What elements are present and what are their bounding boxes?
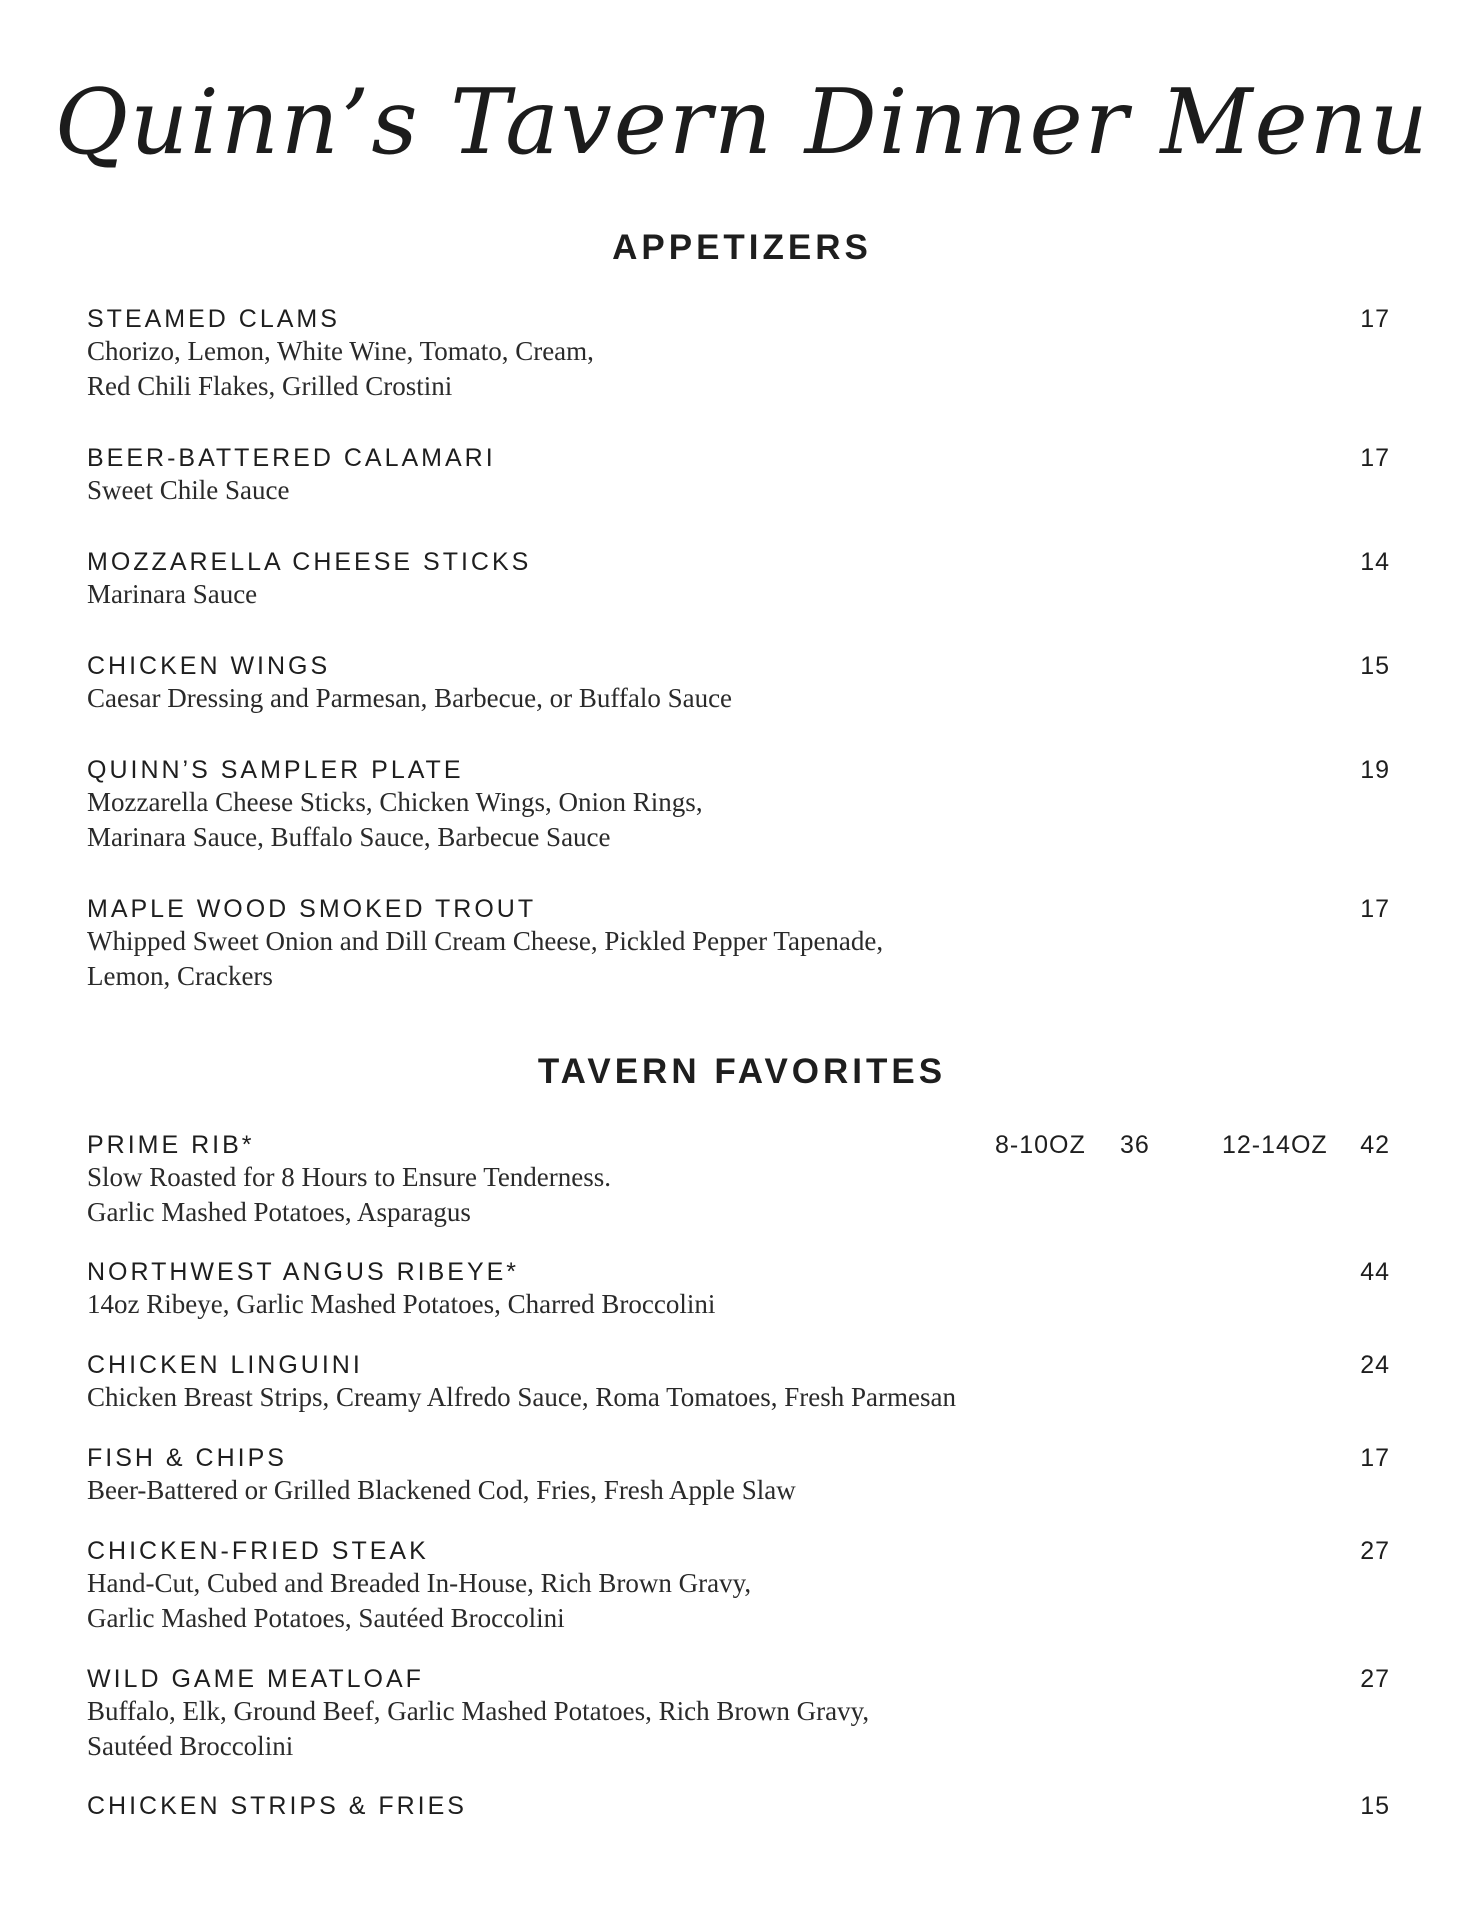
item-name: NORTHWEST ANGUS RIBEYE* [87,1258,520,1286]
item-name: MAPLE WOOD SMOKED TROUT [87,895,537,923]
item-description: Marinara Sauce, Buffalo Sauce, Barbecue Sauce [87,822,611,852]
item-description: Garlic Mashed Potatoes, Sautéed Broccolini [87,1603,565,1633]
item-description: Garlic Mashed Potatoes, Asparagus [87,1197,471,1227]
menu-item-prime-rib [87,1130,1390,1230]
item-name: QUINN’S SAMPLER PLATE [87,756,464,784]
item-name: CHICKEN LINGUINI [87,1351,363,1379]
item-description: Chicken Breast Strips, Creamy Alfredo Sauce, Roma Tomatoes, Fresh Parmesan [87,1382,956,1412]
item-price: 17 [1360,1444,1390,1472]
item-price: 24 [1360,1351,1390,1379]
item-description: Sautéed Broccolini [87,1731,294,1761]
item-name: STEAMED CLAMS [87,305,340,333]
item-name: CHICKEN-FRIED STEAK [87,1537,429,1565]
menu-item-maple-wood-smoked-trout [87,894,1390,994]
item-name: WILD GAME MEATLOAF [87,1665,424,1693]
item-size-option-large: 12-14OZ [1222,1131,1328,1159]
menu-item-wild-game-meatloaf [87,1664,1390,1764]
item-name: CHICKEN WINGS [87,652,331,680]
menu-item-chicken-wings [87,651,1390,716]
menu-item-chicken-linguini [87,1350,1390,1415]
item-name: CHICKEN STRIPS & FRIES [87,1792,467,1820]
item-description: Whipped Sweet Onion and Dill Cream Cheese, Pickled Pepper Tapenade, [87,926,884,956]
item-price: 27 [1360,1537,1390,1565]
item-price: 17 [1360,444,1390,472]
item-description: Chorizo, Lemon, White Wine, Tomato, Cream, [87,336,594,366]
item-description: Marinara Sauce [87,579,258,609]
menu-item-chicken-strips-and-fries [87,1791,1390,1821]
item-description: Slow Roasted for 8 Hours to Ensure Tenderness. [87,1162,612,1192]
item-price: 44 [1360,1258,1390,1286]
menu-title: Quinn’s Tavern Dinner Menu [54,70,1430,175]
item-description: Buffalo, Elk, Ground Beef, Garlic Mashed Potatoes, Rich Brown Gravy, [87,1696,870,1726]
item-name: FISH & CHIPS [87,1444,287,1472]
item-description: Red Chili Flakes, Grilled Crostini [87,371,453,401]
item-price: 27 [1360,1665,1390,1693]
item-description: Hand-Cut, Cubed and Breaded In-House, Rich Brown Gravy, [87,1568,752,1598]
item-description: Mozzarella Cheese Sticks, Chicken Wings, Onion Rings, [87,787,703,817]
item-description: 14oz Ribeye, Garlic Mashed Potatoes, Charred Broccolini [87,1289,716,1319]
menu-item-northwest-angus-ribeye [87,1257,1390,1322]
menu-item-steamed-clams [87,304,1390,404]
item-description: Caesar Dressing and Parmesan, Barbecue, or Buffalo Sauce [87,683,733,713]
section-heading-appetizers: APPETIZERS [612,228,872,267]
item-description: Sweet Chile Sauce [87,475,290,505]
item-price: 17 [1360,305,1390,333]
item-price: 19 [1360,756,1390,784]
item-name: BEER-BATTERED CALAMARI [87,444,496,472]
item-description: Beer-Battered or Grilled Blackened Cod, Fries, Fresh Apple Slaw [87,1475,796,1505]
item-price: 17 [1360,895,1390,923]
item-name: MOZZARELLA CHEESE STICKS [87,548,532,576]
item-description: Lemon, Crackers [87,961,273,991]
menu-item-chicken-fried-steak [87,1536,1390,1636]
menu-item-fish-and-chips [87,1443,1390,1508]
section-heading-tavern-favorites: TAVERN FAVORITES [537,1052,947,1091]
item-price-option-large: 42 [1360,1131,1390,1159]
item-size-option-small: 8-10OZ [995,1131,1086,1159]
menu-item-quinns-sampler-plate [87,755,1390,855]
item-price: 15 [1360,1792,1390,1820]
menu-item-beer-battered-calamari [87,443,1390,508]
item-price: 15 [1360,652,1390,680]
menu-item-mozzarella-cheese-sticks [87,547,1390,612]
item-price-option-small: 36 [1120,1131,1150,1159]
item-price: 14 [1360,548,1390,576]
item-name: PRIME RIB* [87,1131,255,1159]
